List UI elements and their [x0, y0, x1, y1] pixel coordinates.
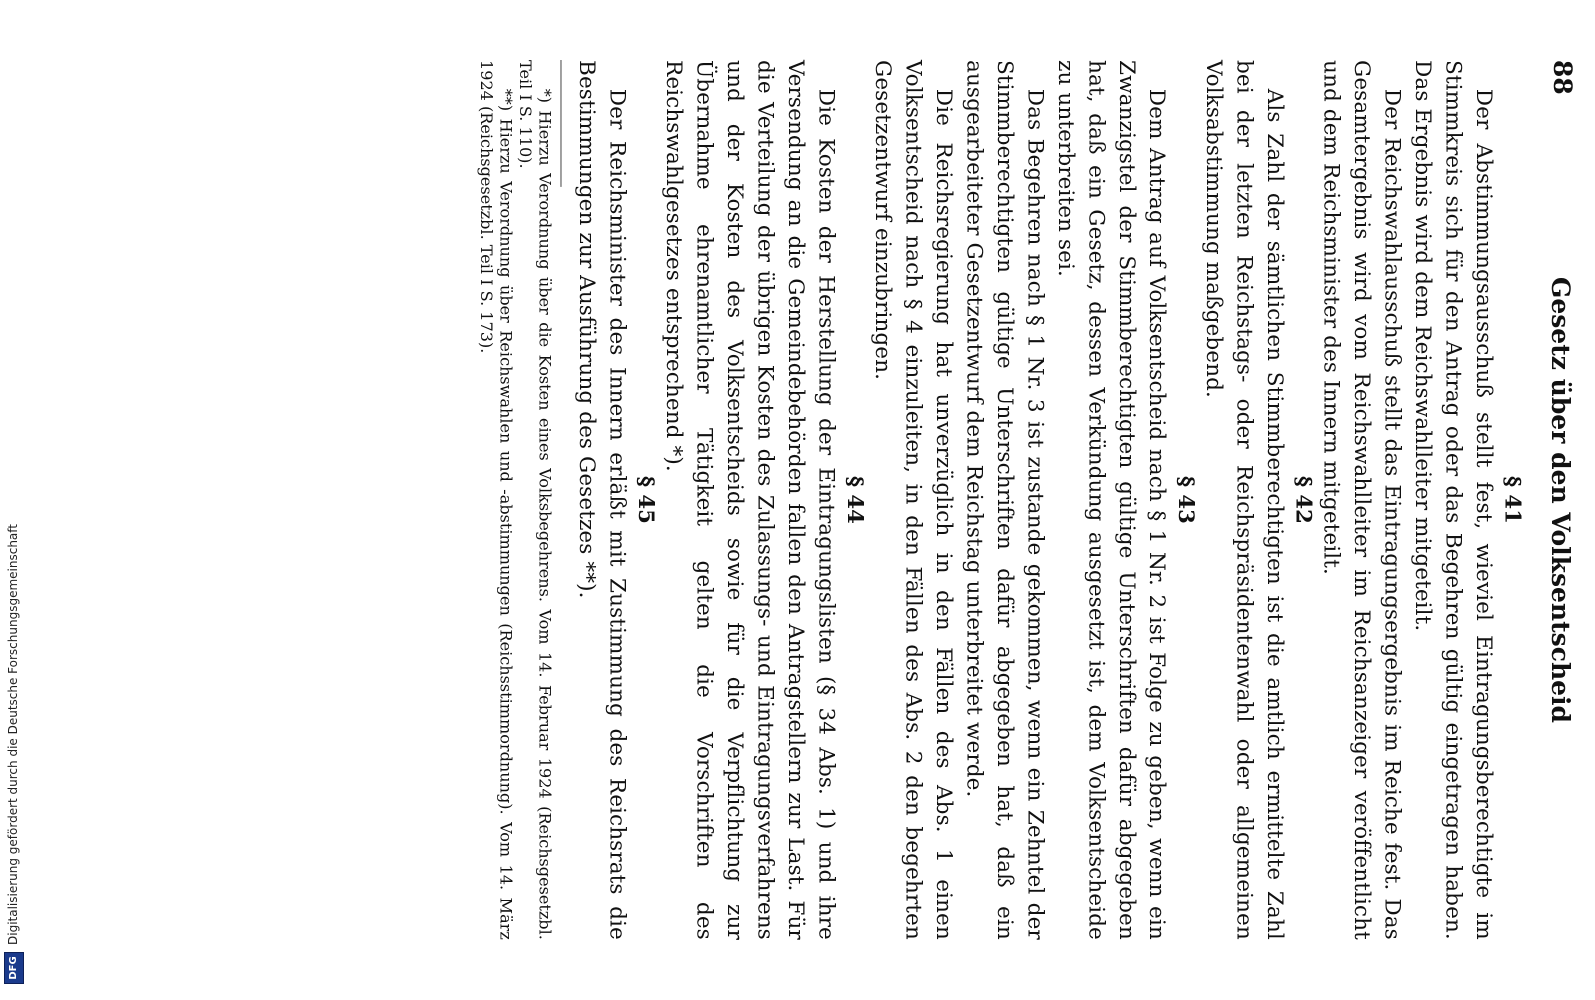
section-41 [1316, 60, 1525, 940]
page-number: 88 [1548, 60, 1577, 95]
paragraph: Der Abstimmungsausschuß stellt fest, wieviel Eintragungsberechtigte im Stimmkreis sich für den Antrag oder das Begehren gültig eingetragen haben. Das Ergebnis wird dem Reichswahlleiter mitgeteilt. [1409, 60, 1497, 940]
running-title: Gesetz über den Volksentscheid [1546, 276, 1575, 724]
section-heading: § 42 [1291, 475, 1317, 524]
section-43 [868, 60, 1199, 940]
footnote-divider [561, 60, 562, 187]
footnote: **) Hierzu Verordnung über Reichswahlen und -abstimmungen (Reichsstimmordnung). Vom 14. März 1924 (Reichsgesetzbl. Teil I S. 173). [476, 60, 515, 940]
footnote: *) Hierzu Verordnung über die Kosten eines Volksbegehrens. Vom 14. Februar 1924 (Reichsgesetzbl. Teil I S. 110). [515, 60, 554, 940]
section-heading: § 44 [843, 475, 868, 524]
paragraph: Der Reichsminister des Innern erläßt mit Zustimmung des Reichsrats die Bestimmungen zur Ausführung des Gesetzes **). [574, 60, 630, 940]
paragraph: Der Reichswahlausschuß stellt das Eintragungsergebnis im Reiche fest. Das Gesamtergebnis wird vom Reichswahlleiter im Reichsanzeiger veröffentlicht und dem Reichsminister des Innern mitgeteilt. [1318, 60, 1405, 940]
paragraph: Dem Antrag auf Volksentscheid nach § 1 Nr. 2 ist Folge zu geben, wenn ein Zwanzigstel der Stimmberechtigten gültige Unterschriften dafür abgegeben hat, daß ein Gesetz, dessen Verkündung ausgesetzt ist, dem Volksentscheide zu unterbreiten sei. [1052, 60, 1170, 940]
paragraph: Die Reichsregierung hat unverzüglich in den Fällen des Abs. 1 einen Volksentscheid nach § 4 einzuleiten, in den Fällen des Abs. 2 den begehrten Gesetzentwurf einzubringen. [870, 60, 957, 940]
section-heading: § 43 [1173, 475, 1199, 524]
footnotes [476, 60, 554, 940]
section-42 [1198, 60, 1316, 940]
section-44 [659, 60, 868, 940]
paragraph: Das Begehren nach § 1 Nr. 3 ist zustande gekommen, wenn ein Zehntel der Stimmberechtigten gültige Unterschriften dafür abgegeben hat, daß ein ausgearbeiteter Gesetzentwurf dem Reichstag unterbreitet werde. [961, 60, 1048, 940]
paragraph: Als Zahl der sämtlichen Stimmberechtigten ist die amtlich ermittelte Zahl bei der letzten Reichstags- oder Reichspräsidentenwahl oder allgemeinen Volksabstimmung maßgebend. [1200, 60, 1288, 940]
page-header [1537, 60, 1577, 940]
page-body [476, 60, 1525, 940]
paragraph: Die Kosten der Herstellung der Eintragungslisten (§ 34 Abs. 1) und ihre Versendung an die Gemeindebehörden fallen den Antragstellern zur Last. Für die Verteilung der übrigen Kosten des Zulassungs- und Eintragungsverfahrens und der Kosten des Volksentscheids sowie für die Verpflichtung zur Übernahme ehrenamtlicher Tätigkeit gelten die Vorschriften des Reichswahlgesetzes entsprechend *). [661, 60, 839, 940]
section-45 [572, 60, 659, 940]
section-heading: § 45 [634, 475, 659, 524]
section-heading: § 41 [1500, 475, 1525, 524]
sidebar-credit-text: Digitalisierung gefördert durch die Deutsche Forschungsgemeinschaft [6, 523, 20, 945]
dfg-logo-text: DFG [8, 956, 19, 980]
